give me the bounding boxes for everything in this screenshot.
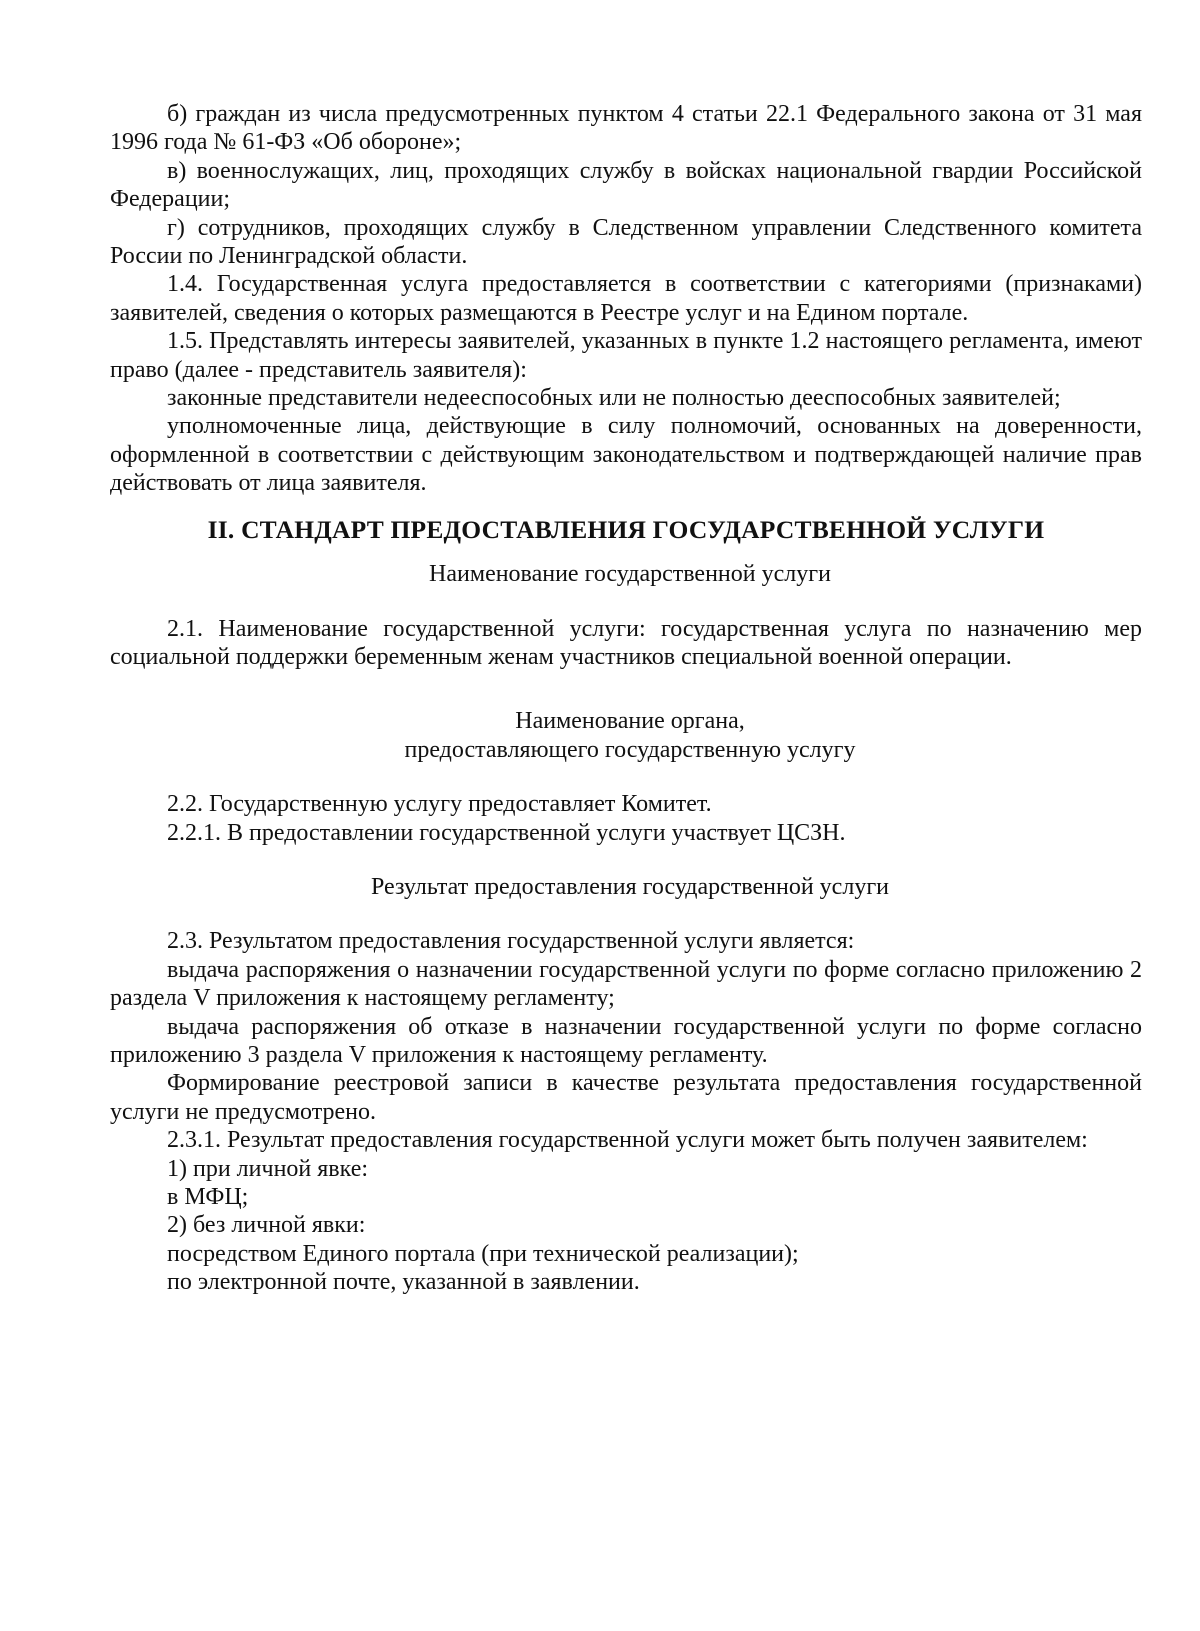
subheading-authority: [110, 707, 1142, 764]
subheading-authority-line1: Наименование органа,: [515, 708, 745, 735]
list-item-email: по электронной почте, указанной в заявлении.: [167, 1269, 640, 1296]
subheading-service-name: Наименование государственной услуги: [429, 561, 831, 588]
list-item-portal: посредством Единого портала (при технической реализации);: [167, 1240, 799, 1267]
list-item-in-person: 1) при личной явке:: [167, 1155, 369, 1182]
list-item-mfc: в МФЦ;: [167, 1184, 249, 1210]
paragraph-registry-record: Формирование реестровой записи в качестве результата предоставления государственной услуги не предусмотрено.: [110, 1070, 1142, 1125]
paragraph-1v: в) военнослужащих, лиц, проходящих службу в войсках национальной гвардии Российской Федерации;: [110, 157, 1142, 213]
paragraph-2-1: 2.1. Наименование государственной услуги: государственная услуга по назначению мер социальной поддержки беременным женам участников специальной военной операции.: [110, 615, 1142, 670]
paragraph-issue-refusal: выдача распоряжения об отказе в назначении государственной услуги по форме согласно приложению 3 раздела V приложения к настоящему регламенту.: [110, 1013, 1142, 1068]
paragraph-1-5: 1.5. Представлять интересы заявителей, указанных в пункте 1.2 настоящего регламента, имеют право (далее - представитель заявителя):: [110, 328, 1142, 383]
subheading-result: Результат предоставления государственной услуги: [370, 873, 889, 900]
paragraph-1-4: 1.4. Государственная услуга предоставляется в соответствии с категориями (признаками) заявителей, сведения о которых размещаются в Реестре услуг и на Едином портале.: [110, 271, 1142, 326]
paragraph-legal-reps: законные представители недееспособных или не полностью дееспособных заявителей;: [167, 385, 1061, 412]
paragraph-2-2: 2.2. Государственную услугу предоставляет Комитет.: [167, 791, 712, 818]
spacer: [110, 847, 1142, 873]
document-body: [110, 100, 1142, 1297]
paragraph-2-3: 2.3. Результатом предоставления государственной услуги является:: [167, 928, 855, 955]
section-heading: II. СТАНДАРТ ПРЕДОСТАВЛЕНИЯ ГОСУДАРСТВЕННОЙ УСЛУГИ: [207, 514, 1045, 544]
paragraph-1b: б) граждан из числа предусмотренных пунктом 4 статьи 22.1 Федерального закона от 31 мая 1996 года № 61-ФЗ «Об обороне»;: [110, 101, 1142, 156]
paragraph-2-3-1: 2.3.1. Результат предоставления государственной услуги может быть получен заявителем:: [167, 1127, 1088, 1154]
list-item-remote: 2) без личной явки:: [167, 1212, 366, 1239]
paragraph-authorized-persons: уполномоченные лица, действующие в силу полномочий, основанных на доверенности, оформленной в соответствии с действующим законодательством и подтверждающей наличие прав действовать от лица заявителя.: [110, 413, 1142, 497]
paragraph-2-2-1: 2.2.1. В предоставлении государственной услуги участвует ЦСЗН.: [167, 819, 846, 846]
spacer: [110, 671, 1142, 697]
paragraph-1g: г) сотрудников, проходящих службу в Следственном управлении Следственного комитета России по Ленинградской области.: [110, 214, 1142, 270]
subheading-authority-line2: предоставляющего государственную услугу: [404, 736, 856, 763]
paragraph-issue-order: выдача распоряжения о назначении государственной услуги по форме согласно приложению 2 раздела V приложения к настоящему регламенту;: [110, 956, 1142, 1012]
